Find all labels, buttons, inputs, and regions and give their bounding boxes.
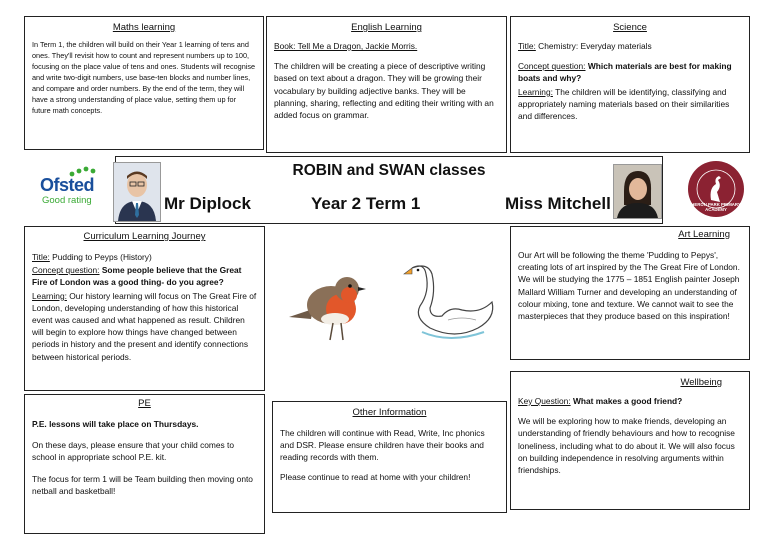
art-box — [510, 226, 750, 360]
curriculum-box — [24, 226, 265, 391]
wellbeing-key-label: Key Question: — [518, 396, 571, 406]
other-info-title: Other Information — [352, 407, 427, 418]
english-body: The children will be creating a piece of descriptive writing based on text about a dragon. They will be growing their vocabulary by building adjective banks. They will be planning, sharing, reflecting and editing their writing with an added focus on grammar. — [274, 61, 494, 120]
curriculum-concept-label: Concept question: — [32, 265, 100, 276]
teacher-left-name: Mr Diplock — [164, 194, 251, 213]
english-learning-box — [266, 16, 507, 153]
curriculum-learning-value: Our history learning will focus on The Great Fire of London, developing understanding of how this historical event was caused and what happened as result. Children will begin to explore how things have changed between periods in history and the present and identify connections between historical periods. — [32, 290, 257, 362]
curriculum-title-value: Pudding to Peyps (History) — [52, 252, 152, 262]
robin-icon — [283, 265, 371, 345]
wellbeing-box — [510, 371, 750, 510]
science-title-value: Chemistry: Everyday materials — [538, 41, 652, 51]
ofsted-rating: Good rating — [42, 195, 92, 206]
pe-line-1: P.E. lessons will take place on Thursdays. — [32, 419, 199, 429]
pe-title: PE — [138, 398, 151, 409]
wellbeing-title: Wellbeing — [680, 377, 722, 388]
curriculum-concept-value: Some people believe that the Great Fire of London was a good thing- do you agree? — [32, 265, 242, 288]
wellbeing-key — [518, 395, 742, 407]
other-info-line-2: Please continue to read at home with your children! — [280, 471, 471, 482]
science-box — [510, 16, 750, 153]
swan-icon — [400, 262, 500, 346]
science-learning — [518, 86, 742, 123]
science-concept-value: Which materials are best for making boats and why? — [518, 61, 732, 84]
teacher-left-photo — [113, 162, 161, 222]
science-concept — [518, 60, 742, 84]
maths-title: Maths learning — [112, 22, 176, 33]
science-learning-value: The children will be identifying, classifying and appropriately naming materials based on their similarities and differences. — [518, 86, 730, 121]
pe-box — [24, 394, 265, 534]
pe-line-2: On these days, please ensure that your child comes to school in appropriate school P.E. kit. — [32, 440, 235, 463]
ofsted-name: Ofsted — [40, 175, 95, 195]
classes-title: ROBIN and SWAN classes — [292, 162, 486, 179]
english-book: Book: Tell Me a Dragon, Jackie Morris. — [274, 41, 418, 51]
science-title: Science — [613, 22, 647, 33]
teacher-right-name: Miss Mitchell — [505, 194, 611, 213]
person-icon — [614, 165, 661, 218]
science-concept-label: Concept question: — [518, 61, 586, 72]
pe-line-3: The focus for term 1 will be Team building then moving onto netball and basketball! — [32, 473, 253, 496]
swan-illustration — [400, 262, 500, 346]
school-logo-text: HERON PARK PRIMARY ACADEMY — [691, 202, 741, 212]
other-info-box — [272, 401, 507, 513]
curriculum-title-label: Title: — [32, 252, 50, 262]
teacher-right-photo — [613, 164, 662, 219]
art-body: Our Art will be following the theme 'Pudding to Pepys', creating lots of art inspired by the The Great Fire of London. We will be studying the 1775 – 1851 English painter Joseph Mallard William Turner and developing an understanding of colour mixing, tone and texture. We cannot wait to see the masterpieces that they produce based on this inspiration! — [518, 250, 740, 321]
person-icon — [114, 163, 160, 221]
curriculum-title-line — [32, 251, 257, 263]
term-label: Year 2 Term 1 — [311, 194, 421, 213]
maths-body: In Term 1, the children will build on their Year 1 learning of tens and ones. They'll revisit how to count and represent numbers up to 100, focusing on the place value of tens and ones. Students will recognise and write two-digit numbers, use base-ten blocks and number lines, and compare and order numbers. By the end of the term, they will have a strong understanding of place value, setting them up for future math concepts. — [32, 40, 256, 115]
curriculum-learning — [32, 290, 257, 363]
art-title: Art Learning — [678, 229, 730, 240]
english-title: English Learning — [351, 22, 422, 33]
other-info-line-1: The children will continue with Read, Write, Inc phonics and DSR. Please ensure children have their books and reading records with them. — [280, 428, 485, 463]
ofsted-logo — [38, 166, 102, 210]
curriculum-title: Curriculum Learning Journey — [83, 231, 206, 242]
school-logo — [687, 160, 745, 218]
wellbeing-key-value: What makes a good friend? — [572, 396, 683, 406]
science-learning-label: Learning: — [518, 86, 553, 97]
curriculum-learning-label: Learning: — [32, 290, 67, 301]
robin-illustration — [283, 265, 371, 345]
science-title-label: Title: — [518, 41, 536, 51]
maths-learning-box — [24, 16, 264, 150]
science-title-line — [518, 40, 742, 52]
curriculum-concept — [32, 264, 257, 288]
wellbeing-body: We will be exploring how to make friends, developing an understanding of friendly behaviours and how to recognise loneliness, including what to do about it. We will also focus on building independence in resolving arguments within friendships. — [518, 416, 735, 475]
